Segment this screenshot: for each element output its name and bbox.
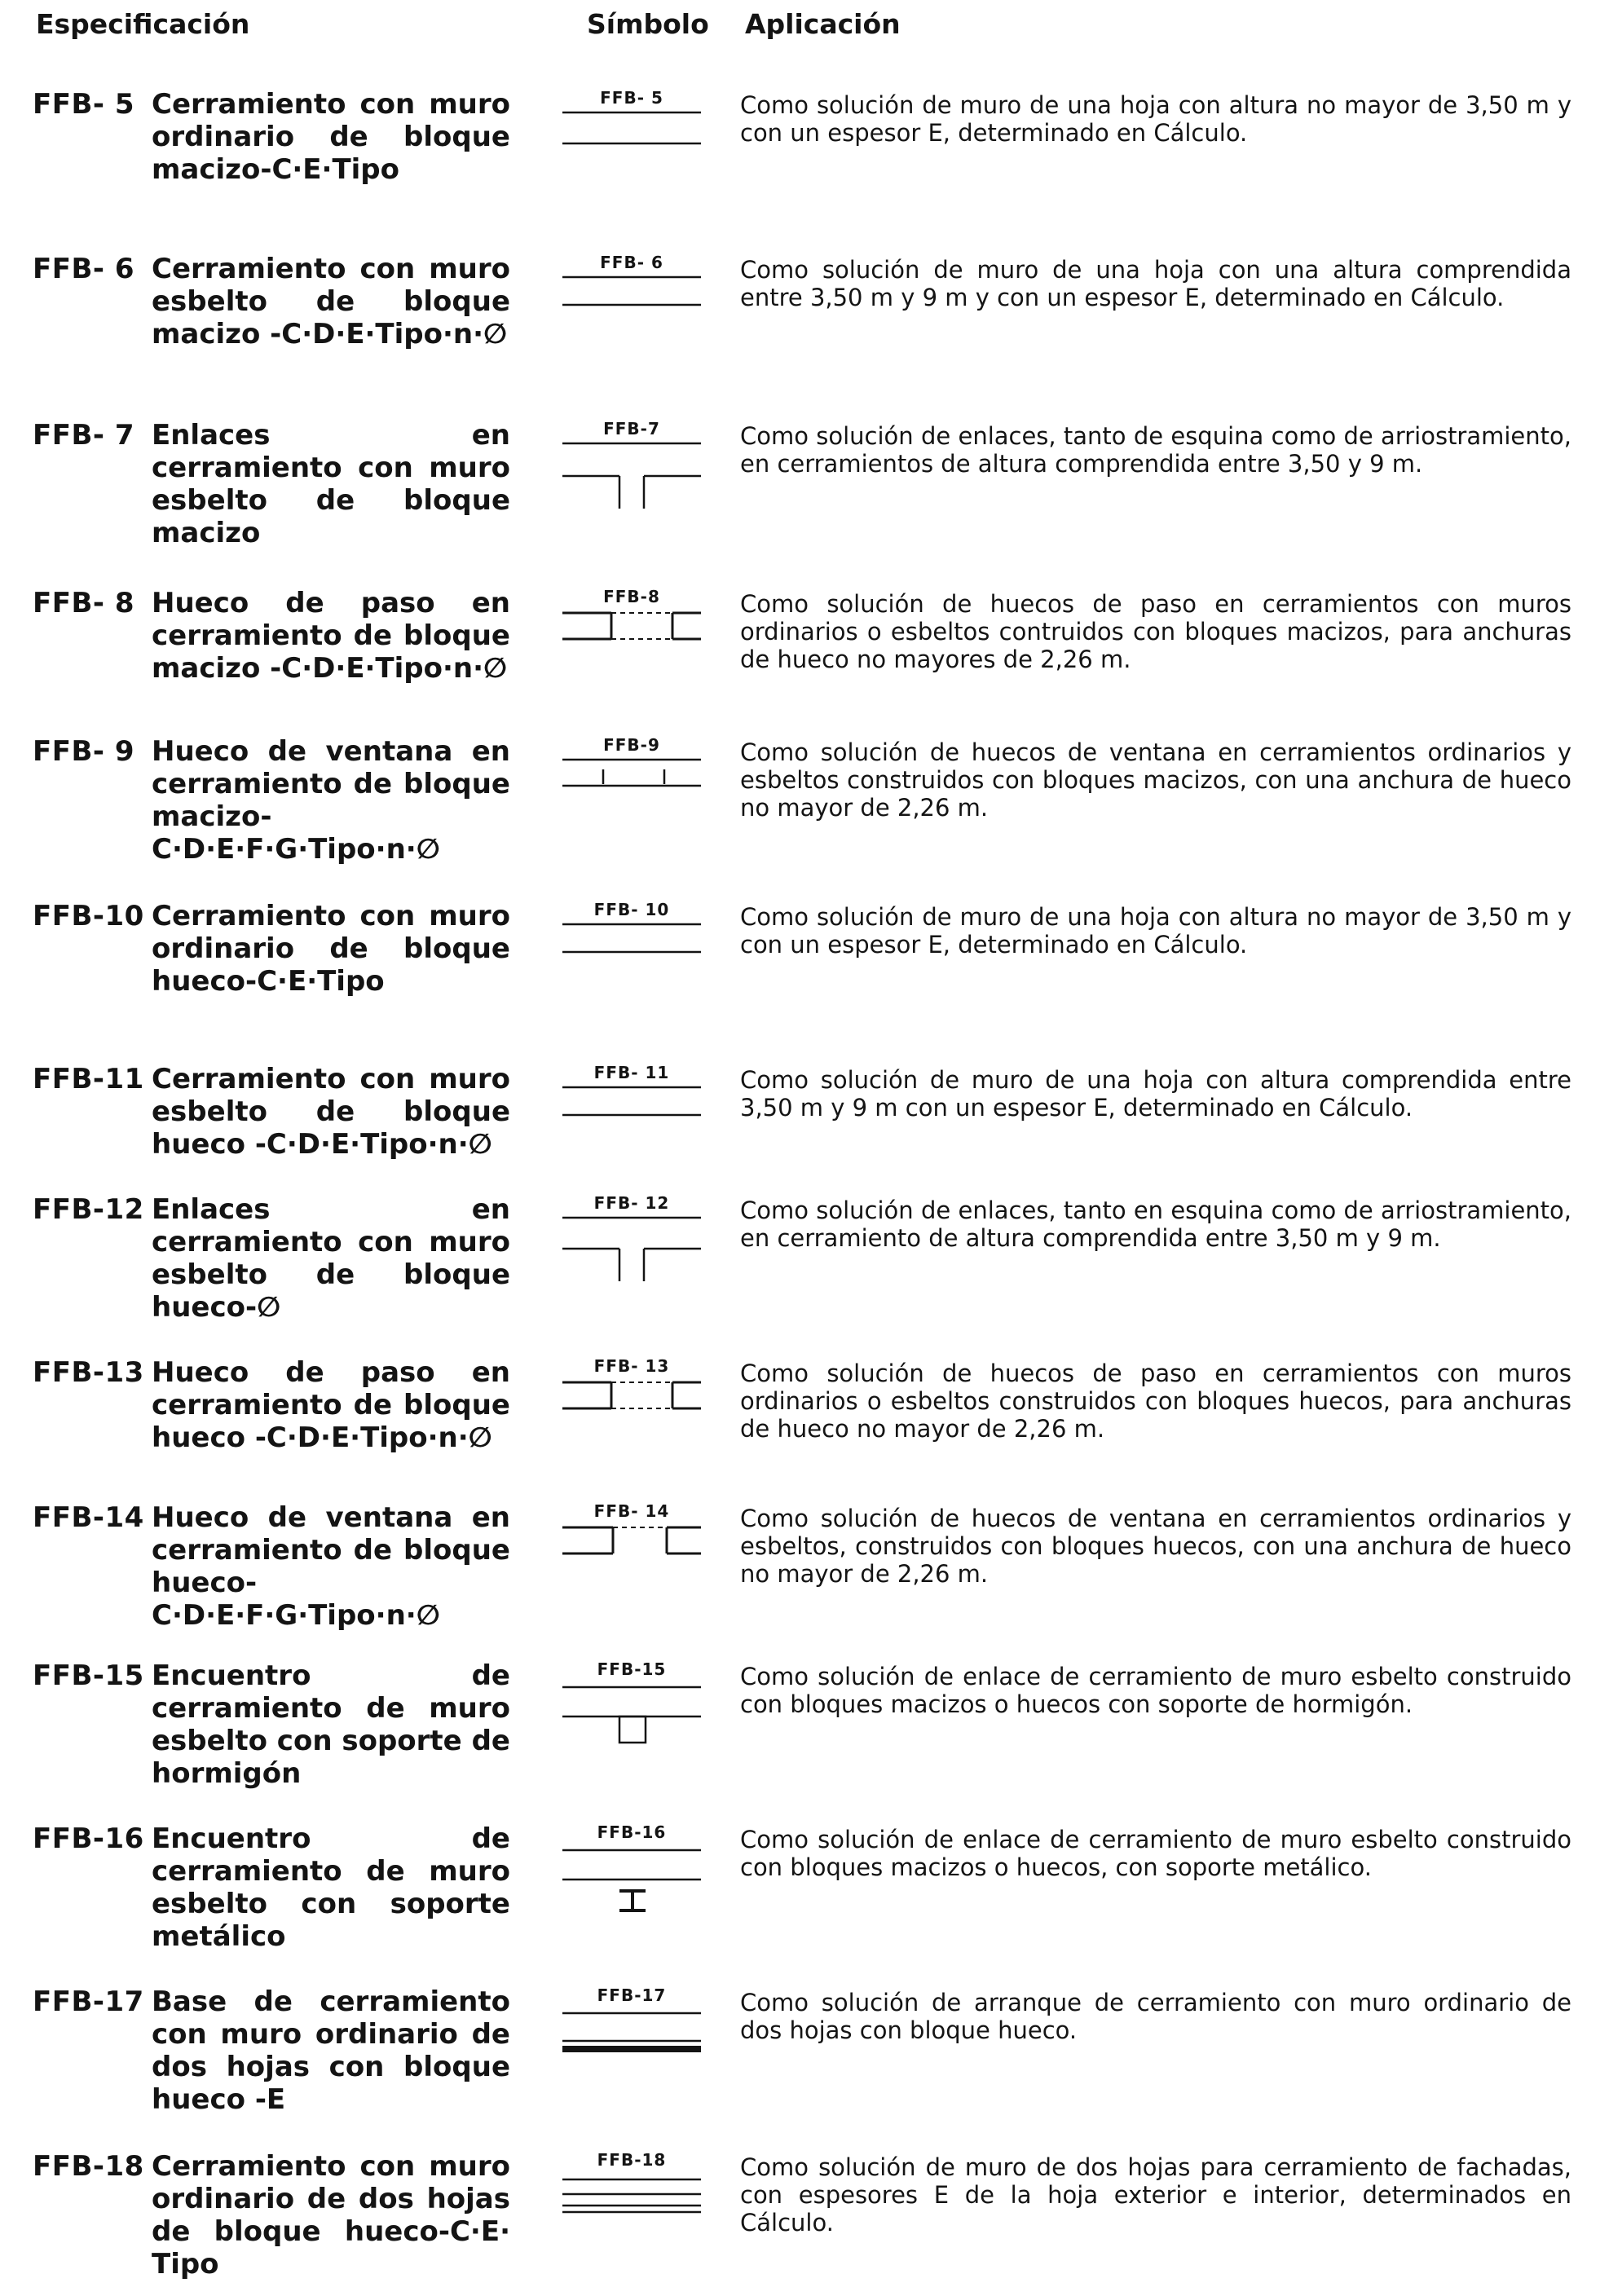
spec-title: Cerramiento con muro esbelto de bloque hueco -C·D·E·Tipo·n·∅ (152, 1063, 510, 1161)
symbol-label: FFB- 11 (593, 1063, 670, 1082)
double-line-wall-icon (562, 108, 701, 165)
spec-code: FFB- 7 (33, 419, 134, 452)
symbol-label: FFB- 6 (600, 253, 663, 272)
spec-code: FFB- 6 (33, 253, 134, 285)
symbol-label: FFB- 14 (593, 1501, 670, 1521)
symbol-cell (562, 253, 701, 350)
application-text: Como solución de huecos de ventana en cerramientos ordinarios y esbeltos construidos con bloques macizos, con una anchura de hueco no mayor de 2,26 m. (740, 738, 1571, 822)
application-text: Como solución de muro de dos hojas para cerramiento de fachadas, con espesores E de la hoja exterior e interior, determinados en Cálculo. (740, 2153, 1571, 2237)
symbol-cell (562, 735, 701, 833)
symbol-cell (562, 1501, 701, 1599)
application-text: Como solución de arranque de cerramiento con muro ordinario de dos hojas con bloque hueco. (740, 1989, 1571, 2044)
application-text: Como solución de huecos de paso en cerramientos con muros ordinarios o esbeltos contruidos con bloques macizos, para anchuras de hueco no mayores de 2,26 m. (740, 590, 1571, 673)
symbol-cell (562, 1063, 701, 1161)
symbol-label: FFB-16 (597, 1822, 667, 1842)
application-text: Como solución de muro de una hoja con altura comprendida entre 3,50 m y 9 m con un espesor E, determinado en Cálculo. (740, 1066, 1571, 1122)
symbol-cell (562, 900, 701, 998)
symbol-label: FFB-7 (603, 419, 660, 438)
application-text: Como solución de muro de una hoja con una altura comprendida entre 3,50 m y 9 m y con un espesor E, determinado en Cálculo. (740, 256, 1571, 311)
spec-title: Hueco de ventana en cerramiento de bloque macizo-C·D·E·F·G·Tipo·n·∅ (152, 735, 510, 866)
symbol-label: FFB-9 (603, 735, 660, 755)
spec-title: Cerramiento con muro ordinario de bloque macizo-C·E·Tipo (152, 88, 510, 186)
symbol-cell (562, 1985, 701, 2083)
double-line-wall-icon (562, 1082, 701, 1139)
symbol-cell (562, 587, 701, 685)
spec-code: FFB- 5 (33, 88, 134, 121)
application-text: Como solución de huecos de ventana en cerramientos ordinarios y esbeltos, construidos con bloques huecos, con una anchura de hueco no mayor de 2,26 m. (740, 1505, 1571, 1588)
spec-code: FFB-10 (33, 900, 144, 932)
header-application: Aplicación (745, 8, 901, 40)
spec-title: Hueco de paso en cerramiento de bloque macizo -C·D·E·Tipo·n·∅ (152, 587, 510, 685)
double-leaf-wall-icon (562, 2170, 701, 2235)
symbol-cell (562, 1822, 701, 1920)
steel-column-icon (562, 1842, 701, 1915)
spec-code: FFB- 9 (33, 735, 134, 768)
symbol-cell (562, 419, 701, 517)
t-junction-icon (562, 1213, 701, 1286)
concrete-column-icon (562, 1679, 701, 1752)
symbol-label: FFB-18 (597, 2150, 667, 2170)
application-text: Como solución de enlace de cerramiento de muro esbelto construido con bloques macizos o huecos, con soporte metálico. (740, 1826, 1571, 1881)
spec-code: FFB-18 (33, 2150, 144, 2183)
double-line-wall-icon (562, 272, 701, 329)
header-specification: Especificación (36, 8, 250, 40)
spec-title: Enlaces en cerramiento con muro esbelto de bloque macizo (152, 419, 510, 549)
spec-code: FFB-13 (33, 1356, 144, 1389)
application-text: Como solución de enlace de cerramiento de muro esbelto construido con bloques macizos o huecos con soporte de hormigón. (740, 1663, 1571, 1718)
application-text: Como solución de muro de una hoja con altura no mayor de 3,50 m y con un espesor E, determinado en Cálculo. (740, 91, 1571, 147)
symbol-label: FFB- 10 (593, 900, 670, 919)
door-opening-icon (562, 606, 701, 655)
symbol-cell (562, 88, 701, 186)
application-text: Como solución de huecos de paso en cerramientos con muros ordinarios o esbeltos construidos con bloques huecos, para anchuras de hueco no mayor de 2,26 m. (740, 1360, 1571, 1443)
spec-title: Cerramiento con muro ordinario de bloque hueco-C·E·Tipo (152, 900, 510, 998)
t-junction-icon (562, 438, 701, 512)
application-text: Como solución de muro de una hoja con altura no mayor de 3,50 m y con un espesor E, determinado en Cálculo. (740, 903, 1571, 959)
spec-title: Encuentro de cerramiento de muro esbelto con soporte de hormigón (152, 1659, 510, 1790)
spec-code: FFB-14 (33, 1501, 144, 1534)
window-gap-icon (562, 1521, 701, 1570)
spec-title: Cerramiento con muro ordinario de dos hojas de bloque hueco-C·E· Tipo (152, 2150, 510, 2281)
header-symbol: Símbolo (587, 8, 709, 40)
symbol-label: FFB-8 (603, 587, 660, 606)
spec-title: Base de cerramiento con muro ordinario de dos hojas con bloque hueco -E (152, 1985, 510, 2116)
symbol-label: FFB- 12 (593, 1193, 670, 1213)
spec-title: Hueco de paso en cerramiento de bloque hueco -C·D·E·Tipo·n·∅ (152, 1356, 510, 1454)
spec-title: Encuentro de cerramiento de muro esbelto con soporte metálico (152, 1822, 510, 1953)
symbol-cell (562, 1356, 701, 1454)
symbol-label: FFB-15 (597, 1659, 667, 1679)
spec-code: FFB-17 (33, 1985, 144, 2018)
symbol-cell (562, 1193, 701, 1291)
spec-code: FFB- 8 (33, 587, 134, 619)
application-text: Como solución de enlaces, tanto en esquina como de arriostramiento, en cerramiento de altura comprendida entre 3,50 m y 9 m. (740, 1196, 1571, 1252)
symbol-cell (562, 1659, 701, 1757)
double-line-wall-icon (562, 919, 701, 976)
spec-code: FFB-12 (33, 1193, 144, 1226)
symbol-label: FFB-17 (597, 1985, 667, 2005)
spec-title: Enlaces en cerramiento con muro esbelto de bloque hueco-∅ (152, 1193, 510, 1324)
wall-base-icon (562, 2005, 701, 2070)
symbol-label: FFB- 13 (593, 1356, 670, 1376)
spec-title: Hueco de ventana en cerramiento de bloque hueco-C·D·E·F·G·Tipo·n·∅ (152, 1501, 510, 1632)
application-text: Como solución de enlaces, tanto de esquina como de arriostramiento, en cerramientos de altura comprendida entre 3,50 y 9 m. (740, 422, 1571, 478)
spec-code: FFB-16 (33, 1822, 144, 1855)
symbol-cell (562, 2150, 701, 2248)
window-opening-icon (562, 755, 701, 804)
door-opening-icon (562, 1376, 701, 1425)
spec-title: Cerramiento con muro esbelto de bloque macizo -C·D·E·Tipo·n·∅ (152, 253, 510, 350)
spec-code: FFB-11 (33, 1063, 144, 1095)
spec-code: FFB-15 (33, 1659, 144, 1692)
symbol-label: FFB- 5 (600, 88, 663, 108)
